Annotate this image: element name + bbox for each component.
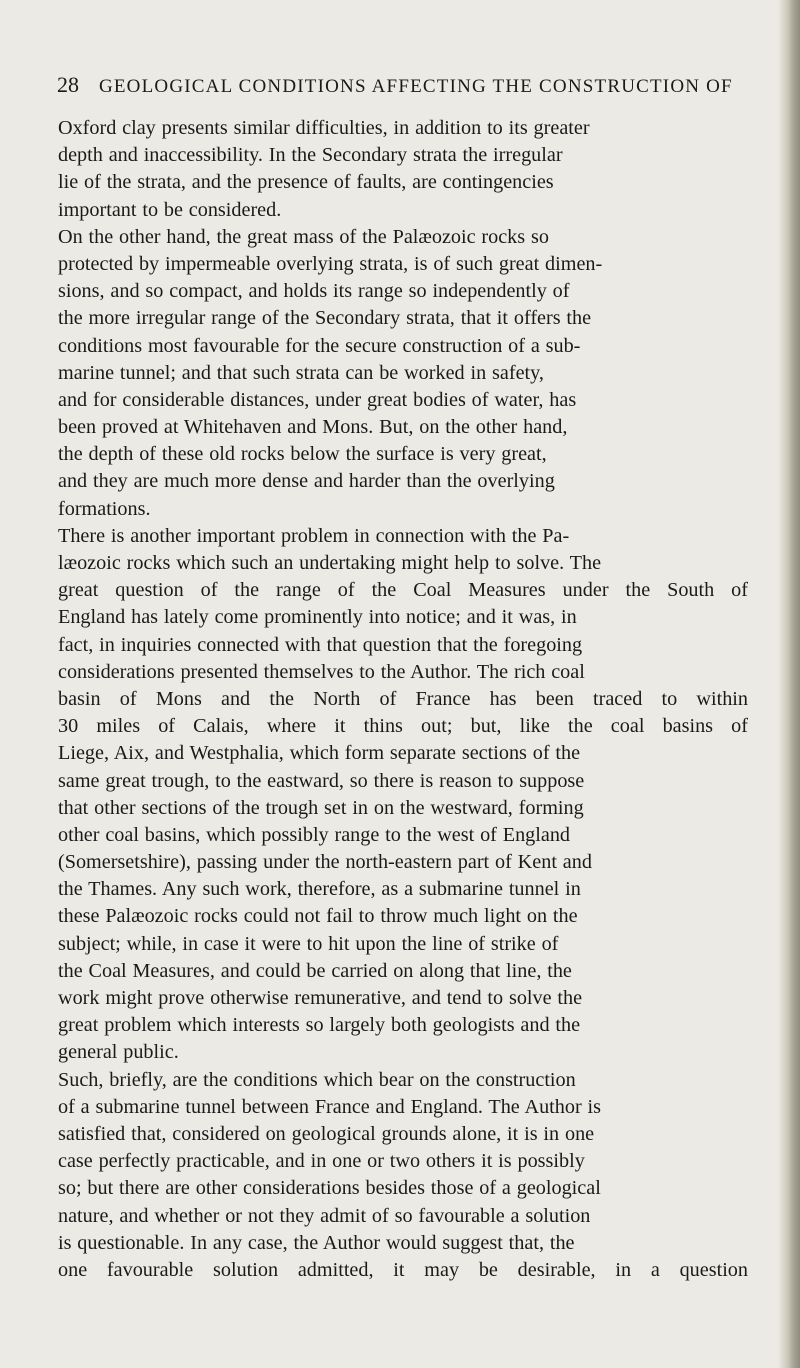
text-line: other coal basins, which possibly range to the west of England xyxy=(58,823,571,846)
text-line: of a submarine tunnel between France and England. The Author is xyxy=(58,1095,602,1118)
text-line: the Thames. Any such work, therefore, as a submarine tunnel in xyxy=(58,878,581,901)
text-line: formations. xyxy=(58,497,151,520)
text-line: marine tunnel; and that such strata can be worked in safety, xyxy=(58,361,544,384)
text-line: same great trough, to the eastward, so there is reason to suppose xyxy=(58,769,585,792)
page-edge-shadow xyxy=(778,0,800,1368)
text-line: the depth of these old rocks below the surface is very great, xyxy=(58,443,547,466)
text-line: On the other hand, the great mass of the Palæozoic rocks so xyxy=(58,225,549,248)
text-line: satisfied that, considered on geological grounds alone, it is in one xyxy=(58,1122,595,1145)
text-line: case perfectly practicable, and in one or two others it is possibly xyxy=(58,1150,585,1173)
text-line: lie of the strata, and the presence of faults, are contingencies xyxy=(58,171,554,194)
text-line: There is another important problem in connection with the Pa- xyxy=(58,524,570,547)
text-line: conditions most favourable for the secure construction of a sub- xyxy=(58,334,581,357)
running-title: GEOLOGICAL CONDITIONS AFFECTING THE CONSTRUCTION OF xyxy=(98,76,733,97)
text-line: general public. xyxy=(58,1041,179,1064)
text-line: nature, and whether or not they admit of so favourable a solution xyxy=(58,1204,591,1227)
text-line: the Coal Measures, and could be carried on along that line, the xyxy=(58,959,572,982)
text-line: protected by impermeable overlying strata, is of such great dimen- xyxy=(58,252,603,275)
text-line: Oxford clay presents similar difficulties, in addition to its greater xyxy=(58,117,590,139)
text-line: Such, briefly, are the conditions which bear on the construction xyxy=(58,1068,576,1091)
text-line: great question of the range of the Coal Measures under the South of xyxy=(58,579,748,602)
text-line: is questionable. In any case, the Author would suggest that, the xyxy=(58,1231,575,1254)
text-line: fact, in inquiries connected with that question that the foregoing xyxy=(58,633,583,656)
text-line: and for considerable distances, under great bodies of water, has xyxy=(58,388,577,411)
text-line: work might prove otherwise remunerative, and tend to solve the xyxy=(58,987,583,1009)
text-line: England has lately come prominently into notice; and it was, in xyxy=(58,606,577,629)
text-line: depth and inaccessibility. In the Secondary strata the irregular xyxy=(58,144,563,167)
text-line: important to be considered. xyxy=(58,198,282,221)
text-line: great problem which interests so largely both geologists and the xyxy=(58,1014,581,1037)
text-line: considerations presented themselves to the Author. The rich coal xyxy=(58,660,585,683)
text-line: the more irregular range of the Secondary strata, that it offers the xyxy=(58,307,592,330)
text-line: (Somersetshire), passing under the north-eastern part of Kent and xyxy=(58,851,592,874)
running-header xyxy=(57,72,757,102)
text-line: subject; while, in case it were to hit upon the line of strike of xyxy=(58,932,559,955)
text-line: 30 miles of Calais, where it thins out; but, like the coal basins of xyxy=(58,715,748,738)
text-line: læozoic rocks which such an undertaking might help to solve. The xyxy=(58,552,602,574)
text-line: that other sections of the trough set in on the westward, forming xyxy=(58,796,584,819)
text-line: one favourable solution admitted, it may be desirable, in a question xyxy=(58,1258,748,1281)
text-line: so; but there are other considerations besides those of a geological xyxy=(58,1177,601,1200)
text-line: been proved at Whitehaven and Mons. But, on the other hand, xyxy=(58,416,568,439)
text-line: sions, and so compact, and holds its range so independently of xyxy=(58,280,570,303)
text-line: basin of Mons and the North of France has been traced to within xyxy=(58,687,748,710)
text-line: and they are much more dense and harder than the overlying xyxy=(58,470,555,493)
text-line: these Palæozoic rocks could not fail to throw much light on the xyxy=(58,905,578,928)
body-text xyxy=(58,115,768,1284)
page-number: 28 xyxy=(57,72,79,97)
text-line: Liege, Aix, and Westphalia, which form separate sections of the xyxy=(58,742,581,765)
